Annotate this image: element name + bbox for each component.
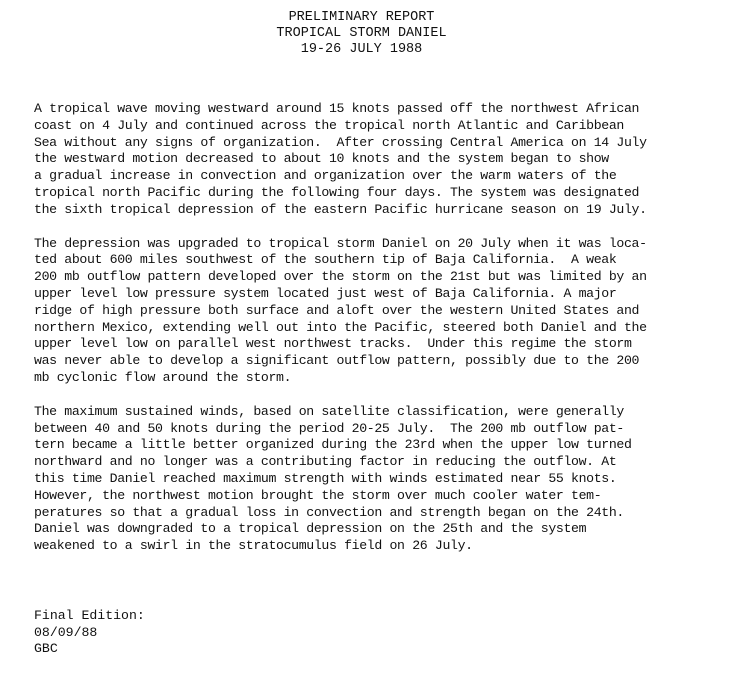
text-line: a gradual increase in convection and organization over the warm waters of the bbox=[34, 168, 617, 184]
text-line: The maximum sustained winds, based on satellite classification, were generally bbox=[34, 403, 624, 419]
text-line: peratures so that a gradual loss in convection and strength began on the 24th. bbox=[34, 504, 624, 520]
edition-date: 08/09/88 bbox=[34, 624, 98, 640]
author-initials: GBC bbox=[34, 641, 58, 656]
text-line: ted about 600 miles southwest of the southern tip of Baja California. A weak bbox=[34, 252, 617, 268]
text-line: 200 mb outflow pattern developed over the storm on the 21st but was limited by an bbox=[34, 269, 647, 285]
text-line: upper level low on parallel west northwest tracks. Under this regime the storm bbox=[34, 336, 632, 352]
text-line: The depression was upgraded to tropical storm Daniel on 20 July when it was loca- bbox=[34, 235, 647, 251]
text-line: upper level low pressure system located just west of Baja California. A major bbox=[34, 285, 617, 301]
text-line: However, the northwest motion brought the storm over much cooler water tem- bbox=[34, 487, 602, 503]
text-line: this time Daniel reached maximum strength with winds estimated near 55 knots. bbox=[34, 470, 617, 486]
text-line: A tropical wave moving westward around 15 knots passed off the northwest African bbox=[34, 101, 640, 116]
text-line: tropical north Pacific during the following four days. The system was designated bbox=[34, 184, 640, 200]
paragraph-formation bbox=[34, 101, 724, 219]
report-footer bbox=[34, 608, 145, 658]
text-line: northward and no longer was a contributing factor in reducing the outflow. At bbox=[34, 454, 617, 470]
text-line: tern became a little better organized during the 23rd when the upper low turned bbox=[34, 437, 632, 453]
text-line: the westward motion decreased to about 10 knots and the system began to show bbox=[34, 151, 609, 167]
paragraph-maximum-winds bbox=[34, 404, 724, 555]
text-line: weakened to a swirl in the stratocumulus field on 26 July. bbox=[34, 538, 473, 554]
text-line: mb cyclonic flow around the storm. bbox=[34, 369, 292, 385]
paragraph-upgrade bbox=[34, 236, 724, 387]
storm-name: TROPICAL STORM DANIEL bbox=[276, 26, 447, 41]
text-line: northern Mexico, extending well out into the Pacific, steered both Daniel and the bbox=[34, 319, 647, 335]
text-line: was never able to develop a significant outflow pattern, possibly due to the 200 bbox=[34, 353, 640, 369]
edition-label: Final Edition: bbox=[34, 608, 145, 623]
report-header bbox=[0, 10, 731, 58]
storm-dates: 19-26 JULY 1988 bbox=[300, 42, 423, 57]
report-title: PRELIMINARY REPORT bbox=[288, 10, 435, 25]
report-body bbox=[34, 101, 724, 572]
text-line: the sixth tropical depression of the eastern Pacific hurricane season on 19 July. bbox=[34, 201, 647, 217]
text-line: ridge of high pressure both surface and aloft over the western United States and bbox=[34, 302, 640, 318]
text-line: Sea without any signs of organization. After crossing Central America on 14 July bbox=[34, 134, 647, 150]
text-line: coast on 4 July and continued across the tropical north Atlantic and Caribbean bbox=[34, 117, 624, 133]
text-line: between 40 and 50 knots during the period 20-25 July. The 200 mb outflow pat- bbox=[34, 420, 624, 436]
text-line: Daniel was downgraded to a tropical depression on the 25th and the system bbox=[34, 521, 587, 537]
